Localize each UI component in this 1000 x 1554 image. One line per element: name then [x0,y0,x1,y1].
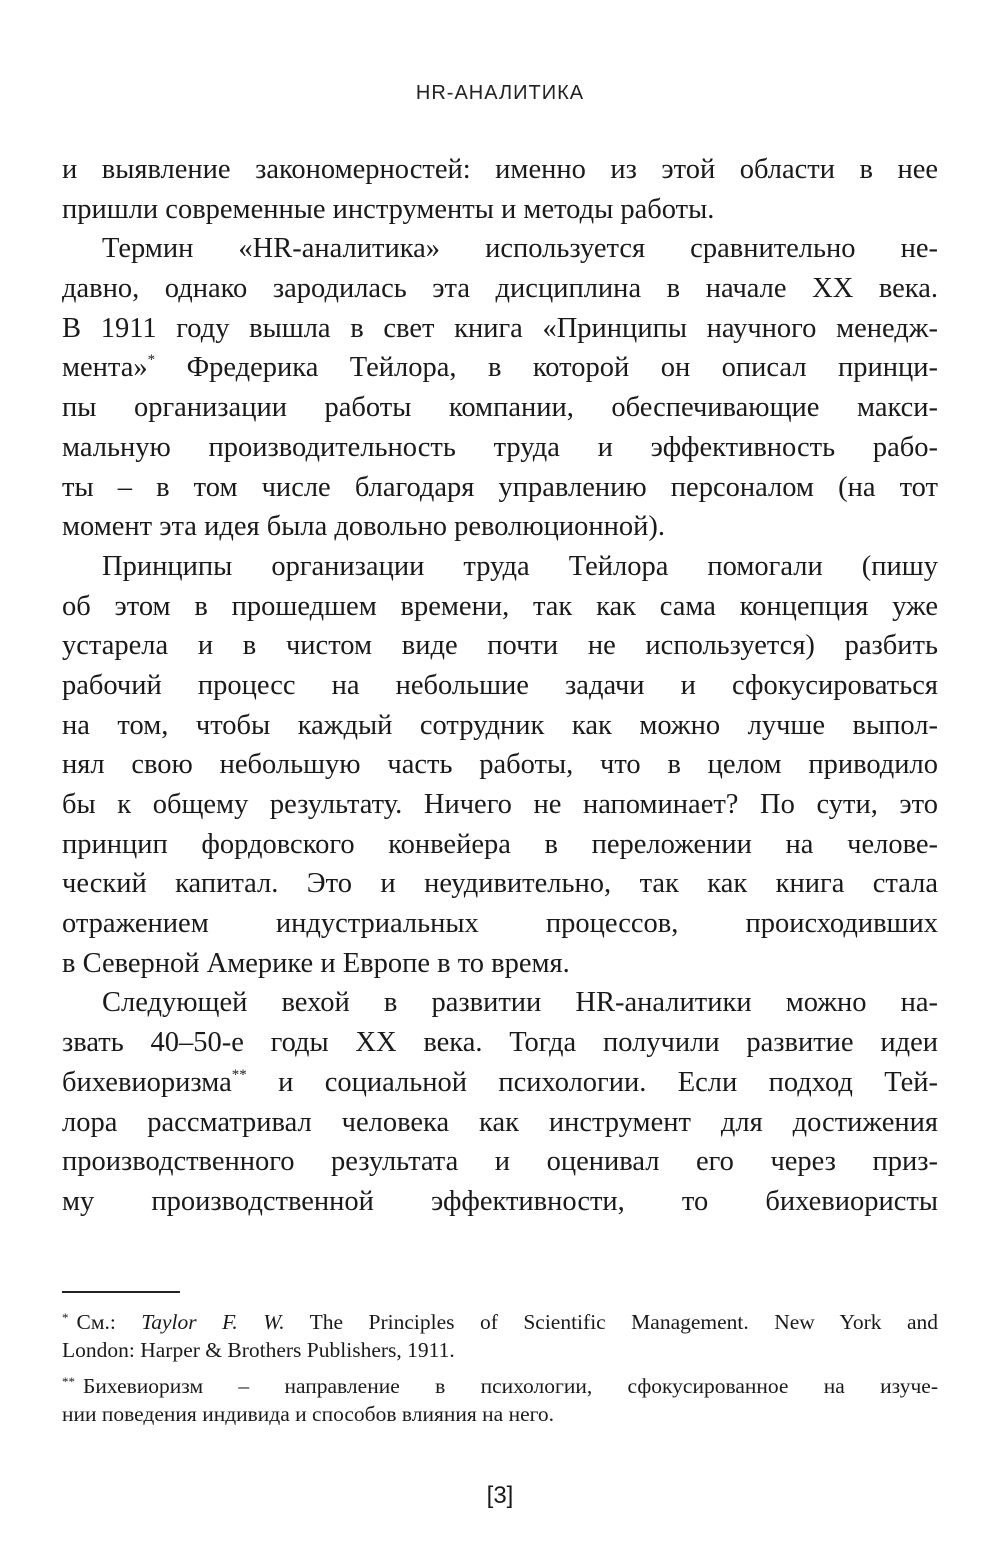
text-line: нял свою небольшую часть работы, что в целом приводило [62,749,938,781]
text-line [62,1063,938,1103]
text-span: мента» [62,352,148,384]
text-line: в Северной Америке и Европе в то время. [62,947,570,979]
text-line: ты – в том числе благодаря управлению персоналом (на тот [62,471,938,503]
footnotes [62,1302,938,1430]
footnote-ref[interactable]: * [147,352,156,369]
text-line: отражением индустриальных процессов, происходивших [62,908,938,940]
footnote-mark: * [62,1310,69,1325]
footnote-separator [62,1291,180,1293]
text-line: му производственной эффективности, то бихевиористы [62,1185,938,1217]
text-line: и выявление закономерностей: именно из этой области в нее [62,154,938,185]
text-line: лора рассматривал человека как инструмент для достижения [62,1106,938,1138]
text-line: на том, чтобы каждый сотрудник как можно лучше выпол- [62,709,938,741]
text-line: звать 40–50-е годы XX века. Тогда получили развитие идеи [62,1027,938,1059]
text-line: Следующей вехой в развитии HR-аналитики можно на- [102,987,938,1019]
text-span: Бихевиоризм – направление в психологии, сфокусированное на изуче- [83,1374,938,1398]
text-line: принцип фордовского конвейера в переложении на челове- [62,828,938,860]
text-line: устарела и в чистом виде почти не используется) разбить [62,630,938,662]
text-line [62,348,938,388]
text-span: См.: [76,1310,142,1334]
text-span: бихевиоризма [62,1066,232,1098]
text-line: мальную производительность труда и эффективность рабо- [62,431,938,463]
text-line: момент эта идея была довольно революционной). [62,511,666,543]
footnote-ref[interactable]: ** [231,1066,247,1083]
page-number: [3] [486,1482,514,1509]
footnote-line: нии поведения индивида и способов влияния на него. [62,1402,555,1426]
body-text [62,150,938,1222]
text-line: пришли современные инструменты и методы работы. [62,193,715,225]
footnote-mark: ** [62,1374,75,1389]
text-line: давно, однако зародилась эта дисциплина в начале XX века. [62,273,938,305]
text-line: производственного результата и оценивал его через приз- [62,1146,938,1178]
text-span: Фредерика Тейлора, в которой он описал принци- [155,352,938,384]
text-span: и социальной психологии. Если подход Тей- [246,1066,938,1098]
footnote-line [62,1302,938,1334]
text-line: пы организации работы компании, обеспечивающие макси- [62,392,938,424]
text-line: рабочий процесс на небольшие задачи и сфокусироваться [62,669,938,701]
text-line: бы к общему результату. Ничего не напоминает? По сути, это [62,789,938,820]
footnote-line: London: Harper & Brothers Publishers, 1911. [62,1338,455,1362]
running-head: HR-АНАЛИТИКА [415,82,585,104]
text-line: В 1911 году вышла в свет книга «Принципы научного менедж- [62,312,938,344]
text-line: ческий капитал. Это и неудивительно, так как книга стала [62,868,938,900]
text-line: Принципы организации труда Тейлора помогали (пишу [102,550,938,582]
footnote-line [62,1366,938,1398]
text-line: об этом в прошедшем времени, так как сама концепция уже [62,590,938,622]
text-span: The Principles of Scientific Management. New York and [284,1310,939,1334]
text-line: Термин «HR-аналитика» используется сравнительно не- [102,233,938,265]
author-name: Taylor F. W. [141,1310,285,1334]
